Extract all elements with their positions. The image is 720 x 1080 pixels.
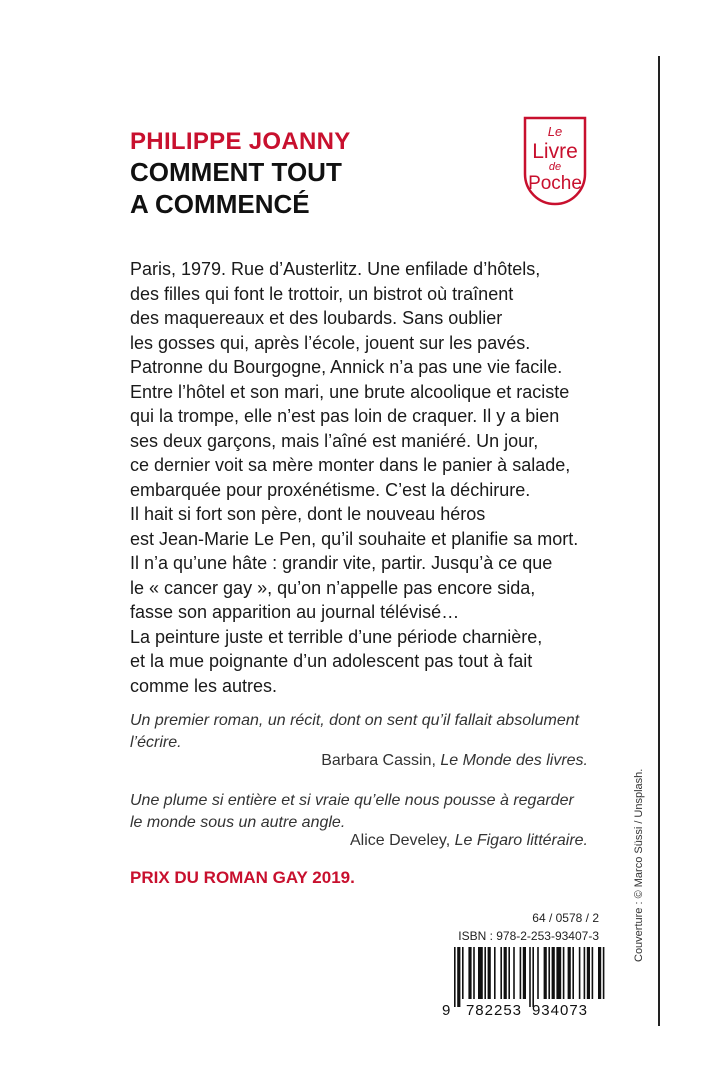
press-quote-2 bbox=[130, 790, 590, 834]
blurb-line: les gosses qui, après l’école, jouent sur les pavés. bbox=[130, 332, 531, 353]
barcode-bar bbox=[556, 947, 561, 999]
attribution-name: Alice Develey, bbox=[349, 832, 455, 849]
barcode-bar bbox=[457, 947, 460, 1007]
catalog-code: 64 / 0578 / 2 bbox=[532, 911, 599, 925]
blurb-line: et la mue poignante d’un adolescent pas tout à fait bbox=[130, 651, 533, 671]
barcode-bar bbox=[552, 947, 555, 999]
blurb-line: des maquereaux et des loubards. Sans oublier bbox=[130, 308, 503, 328]
blurb-line: Paris, 1979. Rue d’Austerlitz. Une enfilade d’hôtels, bbox=[130, 259, 541, 279]
barcode-bar bbox=[537, 947, 539, 999]
attribution-source: Le Figaro littéraire. bbox=[454, 832, 588, 849]
author-name: PHILIPPE JOANNY bbox=[130, 128, 351, 155]
cover-credit-text: Couverture : © Marco Süssi / Unsplash. bbox=[633, 768, 645, 962]
svg-text:Poche: Poche bbox=[528, 173, 582, 194]
blurb-line: embarquée pour proxénétisme. C’est la déchirure. bbox=[130, 479, 531, 500]
svg-text:Livre: Livre bbox=[532, 140, 578, 163]
barcode-bar bbox=[544, 947, 547, 999]
barcode-bar bbox=[504, 947, 507, 999]
blurb-line: ce dernier voit sa mère monter dans le panier à salade, bbox=[130, 455, 571, 475]
svg-text:de: de bbox=[548, 161, 562, 173]
blurb-line: des filles qui font le trottoir, un bistrot où traînent bbox=[130, 283, 514, 304]
svg-text:782253: 782253 bbox=[465, 1002, 523, 1017]
prize-label: PRIX DU ROMAN GAY 2019. bbox=[130, 868, 355, 887]
barcode-bar bbox=[584, 947, 586, 999]
barcode-bar bbox=[508, 947, 510, 999]
blurb-line: fasse son apparition au journal télévisé… bbox=[130, 602, 460, 622]
blurb-line: qui la trompe, elle n’est pas loin de craquer. Il y a bien bbox=[130, 406, 560, 426]
quote-line: l’écrire. bbox=[130, 734, 182, 751]
blurb-line: est Jean-Marie Le Pen, qu’il souhaite et planifie sa mort. bbox=[130, 528, 579, 549]
barcode-bar bbox=[478, 947, 483, 999]
barcode-bar bbox=[520, 947, 522, 999]
barcode-bar bbox=[500, 947, 502, 999]
barcode-bar bbox=[484, 947, 486, 999]
blurb-line: Il n’a qu’une hâte : grandir vite, partir. Jusqu’à ce que bbox=[130, 553, 553, 573]
isbn-barcode bbox=[438, 945, 608, 1017]
press-quote-1 bbox=[130, 710, 590, 754]
blurb-line: ses deux garçons, mais l’aîné est maniéré. Un jour, bbox=[130, 430, 539, 451]
blurb-line: Entre l’hôtel et son mari, une brute alcoolique et raciste bbox=[130, 381, 570, 402]
back-cover-blurb bbox=[130, 257, 630, 698]
isbn-text: ISBN : 978-2-253-93407-3 bbox=[458, 929, 599, 943]
barcode-bar bbox=[598, 947, 601, 999]
quote-line: le monde sous un autre angle. bbox=[130, 814, 346, 831]
blurb-line: Il hait si fort son père, dont le nouveau héros bbox=[130, 504, 486, 524]
blurb-line: le « cancer gay », qu’on n’appelle pas encore sida, bbox=[130, 577, 536, 598]
cover-credit bbox=[632, 768, 646, 962]
blurb-line: La peinture juste et terrible d’une période charnière, bbox=[130, 626, 543, 647]
barcode-bar bbox=[494, 947, 496, 999]
barcode-bar bbox=[572, 947, 574, 999]
attribution-source: Le Monde des livres. bbox=[440, 752, 588, 769]
title-line: COMMENT TOUT bbox=[130, 157, 342, 187]
barcode-bar bbox=[563, 947, 565, 999]
title-line: A COMMENCÉ bbox=[130, 189, 310, 219]
quote-line: Un premier roman, un récit, dont on sent qu’il fallait absolument bbox=[130, 712, 580, 729]
barcode-bar bbox=[579, 947, 581, 999]
barcode-bar bbox=[603, 947, 605, 999]
quote-attribution-1 bbox=[0, 752, 588, 770]
barcode-bar bbox=[592, 947, 594, 999]
barcode-bar bbox=[468, 947, 471, 999]
blurb-line: Patronne du Bourgogne, Annick n’a pas une vie facile. bbox=[130, 357, 563, 377]
attribution-name: Barbara Cassin, bbox=[321, 752, 441, 769]
barcode-bar bbox=[462, 947, 464, 999]
barcode-bar bbox=[568, 947, 571, 999]
svg-text:Le: Le bbox=[547, 124, 563, 139]
barcode-bar bbox=[529, 947, 531, 1007]
barcode-bar bbox=[532, 947, 534, 1007]
barcode-bar bbox=[523, 947, 526, 999]
quote-attribution-2 bbox=[0, 832, 588, 850]
quote-line: Une plume si entière et si vraie qu’elle nous pousse à regarder bbox=[130, 792, 574, 809]
svg-text:9: 9 bbox=[442, 1002, 451, 1017]
barcode-bar bbox=[513, 947, 515, 999]
svg-text:934073: 934073 bbox=[531, 1002, 589, 1017]
livre-de-poche-logo bbox=[521, 114, 589, 212]
spine-edge-line bbox=[658, 56, 660, 1026]
barcode-bar bbox=[454, 947, 456, 1007]
barcode-bar bbox=[587, 947, 590, 999]
barcode-bar bbox=[488, 947, 491, 999]
book-title bbox=[130, 156, 342, 220]
barcode-bar bbox=[473, 947, 475, 999]
barcode-bar bbox=[548, 947, 550, 999]
blurb-line: comme les autres. bbox=[130, 675, 278, 696]
